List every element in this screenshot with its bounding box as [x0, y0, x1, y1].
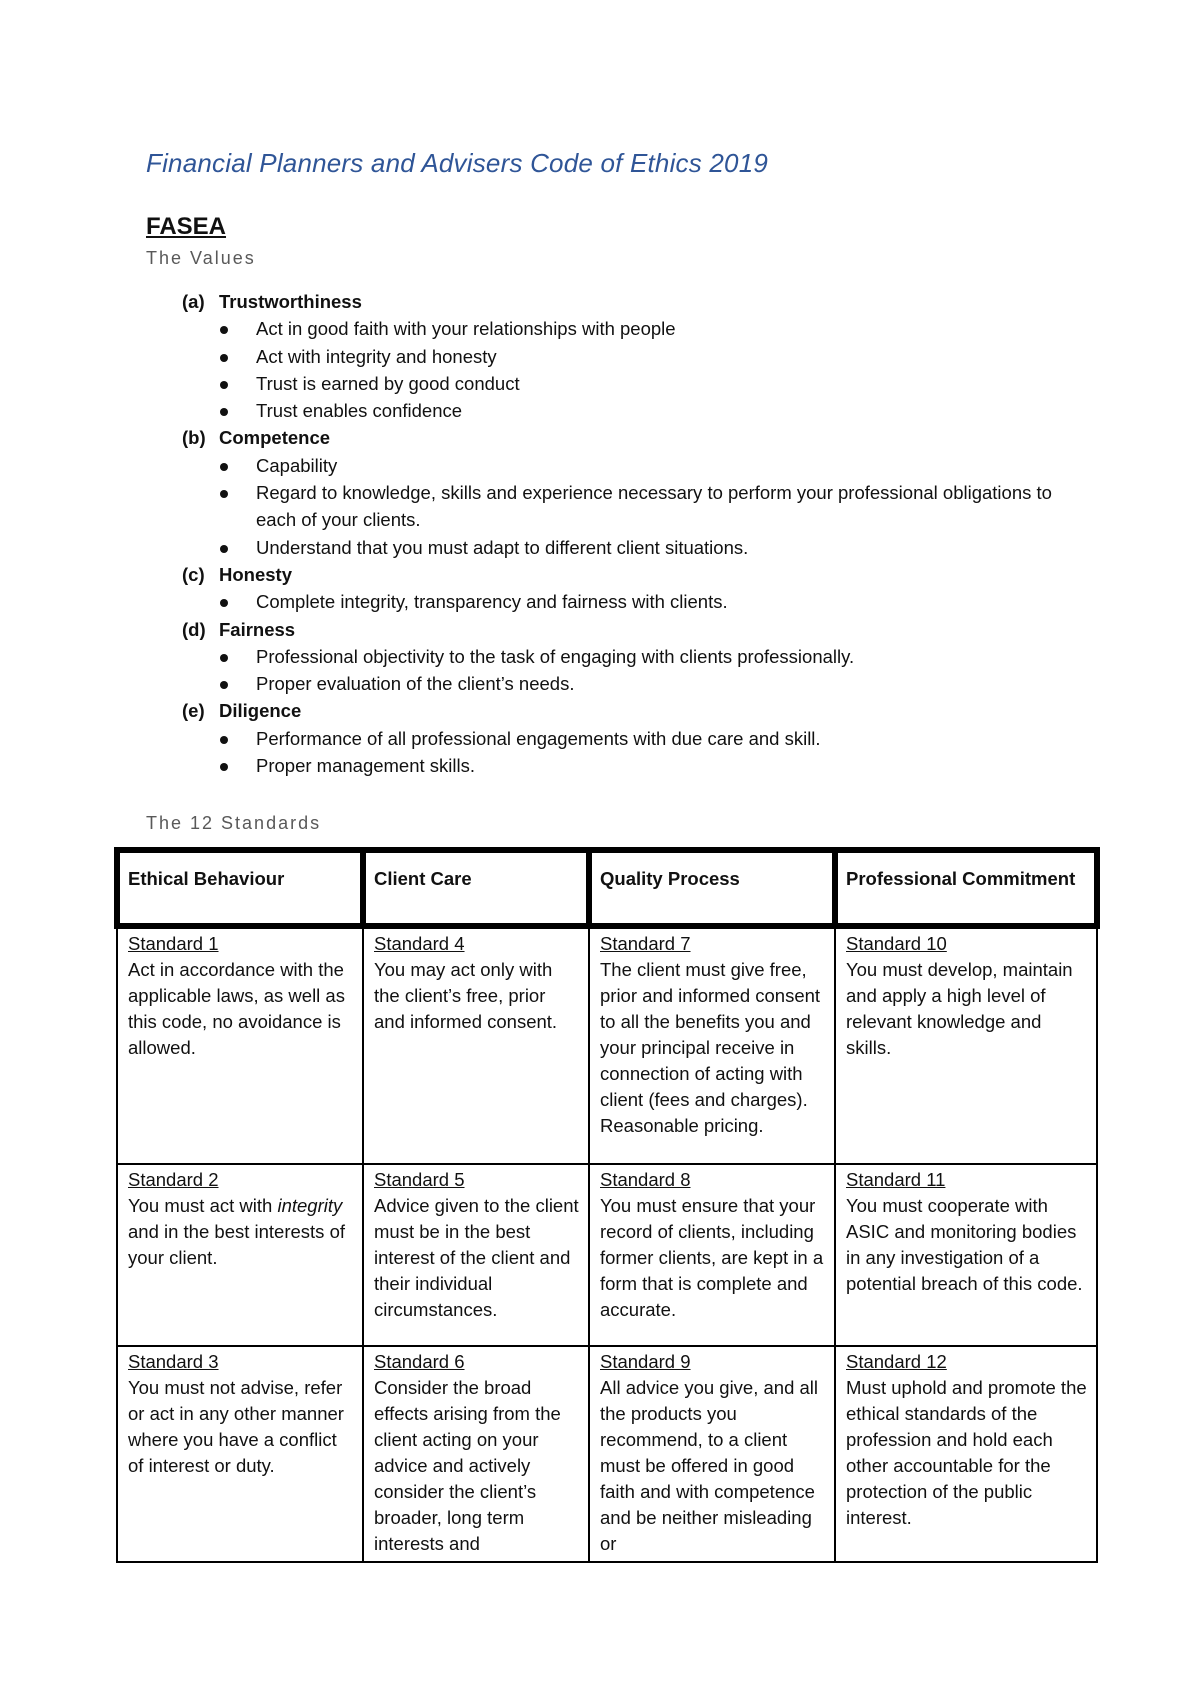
table-cell: [117, 1164, 363, 1346]
standard-label: Standard 1: [128, 933, 219, 954]
table-cell: [117, 926, 363, 1164]
bullet-text: Act in good faith with your relationships with people: [256, 318, 676, 340]
table-row: [117, 1346, 1097, 1562]
value-bullet: [182, 588, 1082, 615]
value-bullet: [182, 315, 1082, 342]
standard-label: Standard 10: [846, 933, 947, 954]
standard-label: Standard 6: [374, 1351, 465, 1372]
values-list: [182, 288, 1082, 779]
standard-text: You may act only with the client’s free, prior and informed consent.: [374, 959, 558, 1032]
bullet-dot-icon: [220, 408, 228, 416]
standard-text-part: and in the best interests of your client.: [128, 1221, 345, 1268]
standards-subheading: The 12 Standards: [146, 813, 322, 833]
bullet-dot-icon: [220, 654, 228, 662]
standard-text-emphasis: integrity: [277, 1195, 343, 1216]
table-row: [117, 926, 1097, 1164]
standard-label: Standard 5: [374, 1169, 465, 1190]
standard-text: You must ensure that your record of clients, including former clients, are kept in a form that is complete and accurate.: [600, 1195, 824, 1320]
bullet-text: Proper management skills.: [256, 755, 476, 777]
value-name: Honesty: [219, 563, 292, 585]
standard-text: You must cooperate with ASIC and monitoring bodies in any investigation of a potential breach of this code.: [846, 1195, 1083, 1294]
bullet-dot-icon: [220, 326, 228, 334]
bullet-text: Understand that you must adapt to different client situations.: [256, 536, 749, 558]
bullet-text: Professional objectivity to the task of engaging with clients professionally.: [256, 645, 855, 667]
standard-text: Advice given to the client must be in the best interest of the client and their individual circumstances.: [374, 1195, 579, 1320]
value-heading: [182, 424, 1082, 451]
value-name: Diligence: [219, 700, 302, 722]
bullet-dot-icon: [220, 463, 228, 471]
standard-label: Standard 7: [600, 933, 691, 954]
value-bullet: [182, 725, 1082, 752]
standard-text: All advice you give, and all the products you recommend, to a client must be offered in good faith and with competence and be neither misleading or: [600, 1377, 819, 1554]
document-title: Financial Planners and Advisers Code of Ethics 2019: [146, 148, 769, 178]
bullet-dot-icon: [220, 545, 228, 553]
bullet-dot-icon: [220, 681, 228, 689]
standard-text: The client must give free, prior and informed consent to all the benefits you and your principal receive in connection of acting with client (fees and charges). Reasonable pricing.: [600, 959, 821, 1136]
value-letter: (b): [182, 427, 206, 449]
value-name: Trustworthiness: [219, 291, 362, 312]
value-bullet: [182, 397, 1082, 424]
table-cell: [363, 1346, 589, 1562]
fasea-heading: FASEA: [146, 213, 227, 240]
bullet-text: Performance of all professional engagements with due care and skill.: [256, 727, 821, 749]
table-cell: [589, 926, 835, 1164]
value-name: Competence: [219, 427, 331, 449]
column-header: Professional Commitment: [835, 850, 1097, 926]
bullet-dot-icon: [220, 490, 228, 498]
bullet-dot-icon: [220, 763, 228, 771]
value-heading: [182, 697, 1082, 724]
value-bullet: [182, 479, 1082, 534]
standard-text: You must not advise, refer or act in any other manner where you have a conflict of interest or duty.: [128, 1377, 344, 1476]
value-bullet: [182, 670, 1082, 697]
value-bullet: [182, 534, 1082, 561]
value-letter: (d): [182, 618, 206, 640]
table-cell: [835, 1164, 1097, 1346]
standard-label: Standard 3: [128, 1351, 219, 1372]
table-cell: [363, 1164, 589, 1346]
standard-text: Consider the broad effects arising from the client acting on your advice and actively consider the client’s broader, long term interests and: [374, 1377, 561, 1554]
table-row: [117, 1164, 1097, 1346]
table-cell: [363, 926, 589, 1164]
value-bullet: [182, 343, 1082, 370]
standards-table: [114, 847, 1100, 1563]
value-bullet: [182, 452, 1082, 479]
value-letter: (c): [182, 563, 205, 585]
standard-label: Standard 8: [600, 1169, 691, 1190]
value-heading: [182, 288, 1082, 315]
standard-label: Standard 4: [374, 933, 465, 954]
value-name: Fairness: [219, 618, 296, 640]
bullet-text: Capability: [256, 454, 338, 476]
value-heading: [182, 616, 1082, 643]
table-cell: [835, 1346, 1097, 1562]
standard-label: Standard 11: [846, 1169, 946, 1190]
table-cell: [835, 926, 1097, 1164]
standard-text-part: You must act with: [128, 1195, 278, 1216]
standard-label: Standard 2: [128, 1169, 219, 1190]
standard-text: Act in accordance with the applicable laws, as well as this code, no avoidance is allowed.: [128, 959, 345, 1058]
values-subheading: The Values: [146, 248, 256, 268]
bullet-dot-icon: [220, 381, 228, 389]
bullet-text: Proper evaluation of the client’s needs.: [256, 673, 575, 695]
value-bullet: [182, 752, 1082, 779]
value-bullet: [182, 643, 1082, 670]
standard-label: Standard 9: [600, 1351, 691, 1372]
standard-text: Must uphold and promote the ethical standards of the profession and hold each other accountable for the protection of the public interest.: [846, 1377, 1087, 1528]
column-header: Quality Process: [589, 850, 835, 926]
table-cell: [589, 1164, 835, 1346]
bullet-text: Act with integrity and honesty: [256, 345, 497, 367]
column-header: Client Care: [363, 850, 589, 926]
standard-text: [128, 1193, 354, 1271]
bullet-dot-icon: [220, 599, 228, 607]
column-header: Ethical Behaviour: [117, 850, 363, 926]
value-letter: (a): [182, 291, 205, 312]
bullet-text: Regard to knowledge, skills and experience necessary to perform your professional obligations to each of your clients.: [256, 482, 1052, 531]
table-header-row: [117, 850, 1097, 926]
value-bullet: [182, 370, 1082, 397]
value-heading: [182, 561, 1082, 588]
standard-text: You must develop, maintain and apply a high level of relevant knowledge and skills.: [846, 959, 1073, 1058]
bullet-text: Trust is earned by good conduct: [256, 372, 520, 394]
table-cell: [589, 1346, 835, 1562]
bullet-dot-icon: [220, 354, 228, 362]
bullet-dot-icon: [220, 736, 228, 744]
table-cell: [117, 1346, 363, 1562]
bullet-text: Complete integrity, transparency and fairness with clients.: [256, 591, 728, 613]
standard-label: Standard 12: [846, 1351, 947, 1372]
bullet-text: Trust enables confidence: [256, 400, 463, 422]
value-letter: (e): [182, 700, 205, 722]
